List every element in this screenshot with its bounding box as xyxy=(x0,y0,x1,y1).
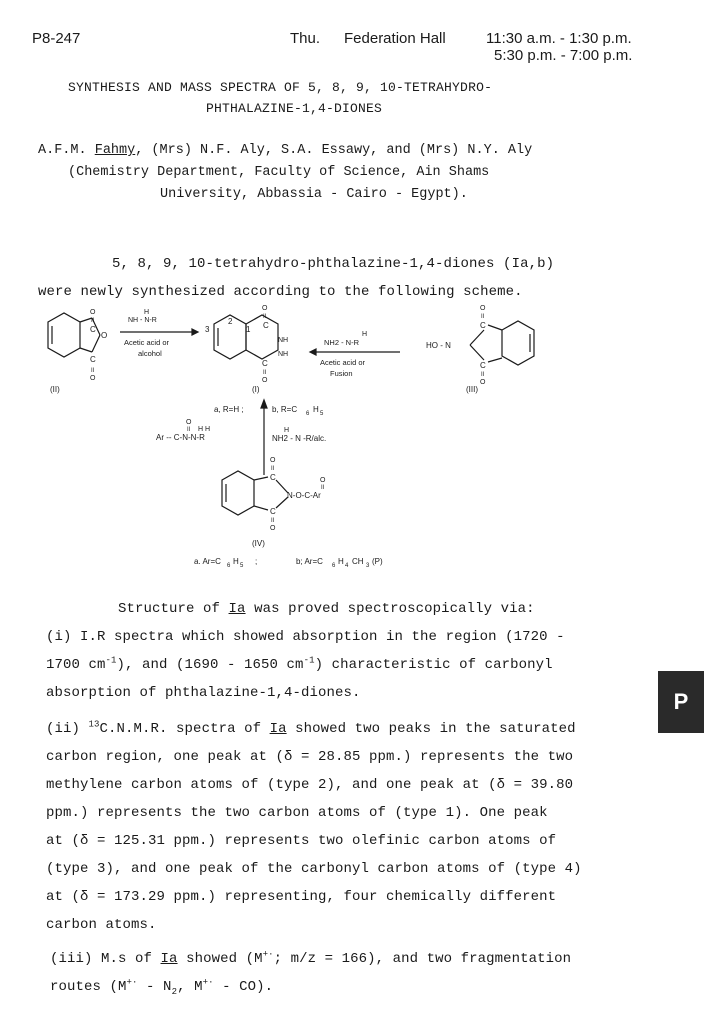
condition-acetic-acid: Acetic acid or xyxy=(124,338,170,347)
compound-ii xyxy=(48,309,107,394)
subscript: 6 xyxy=(332,563,336,569)
compound-iii xyxy=(426,305,534,394)
oxygen-label: O xyxy=(262,305,268,312)
hydrogen-labels: H H xyxy=(198,426,211,433)
paper-title-line-2: PHTHALAZINE-1,4-DIONES xyxy=(206,101,383,116)
affiliation-line-2: University, Abbassia - Cairo - Egypt). xyxy=(160,187,468,202)
affiliation-line-1: (Chemistry Department, Faculty of Science, Ain Shams xyxy=(68,165,490,180)
carbon-label: C xyxy=(480,321,486,330)
carbon-label: C xyxy=(90,325,96,334)
nmr-line-3: methylene carbon atoms of (type 2), and one peak at (δ = 39.80 xyxy=(46,777,574,793)
compound-i-label: (I) xyxy=(252,385,260,394)
nmr-line-1: (ii) $^{13}$C.N.M.R. spectra of Ia showed two peaks in the saturated xyxy=(46,719,576,737)
reagent-h: H xyxy=(362,331,368,338)
side-reagent: NH2 - N -R/alc. xyxy=(272,434,327,443)
double-bond: II xyxy=(263,370,267,376)
paper-title-line-1: SYNTHESIS AND MASS SPECTRA OF 5, 8, 9, 10-TETRAHYDRO- xyxy=(68,80,493,95)
nmr-line-8: carbon atoms. xyxy=(46,917,157,933)
oxygen-label: O xyxy=(480,379,486,386)
substituent-b-h: H xyxy=(313,405,319,414)
nh-label: NH xyxy=(278,351,289,358)
double-bond: II xyxy=(481,372,485,378)
nmr-line-4: ppm.) represents the two carbon atoms of (type 1). One peak xyxy=(46,805,548,821)
session-day: Thu. xyxy=(290,30,321,47)
condition-acetic-acid: Acetic acid or xyxy=(320,358,366,367)
carbon-label: C xyxy=(480,361,486,370)
ir-line-1: (i) I.R spectra which showed absorption in the region (1720 - xyxy=(46,629,565,645)
substituents-i xyxy=(214,405,324,417)
compound-ii-label: (II) xyxy=(50,385,60,394)
subscript: 5 xyxy=(320,411,324,417)
carbon-label: C xyxy=(263,321,269,330)
compound-iv-label: (IV) xyxy=(252,539,265,548)
ir-line-3: absorption of phthalazine-1,4-diones. xyxy=(46,685,361,701)
atom-number-1: 1 xyxy=(246,325,251,334)
ar-substituent-b-para: (P) xyxy=(372,557,383,566)
oxygen-label: O xyxy=(90,375,96,382)
condition-fusion: Fusion xyxy=(330,369,353,378)
compound-ia-ref: Ia xyxy=(228,601,246,617)
atom-number-3: 3 xyxy=(205,325,210,334)
intro-line-2: were newly synthesized according to the following scheme. xyxy=(38,284,523,300)
compound-iii-label: (III) xyxy=(466,385,478,394)
carbon-label: C xyxy=(270,473,276,482)
double-bond: II xyxy=(91,368,95,374)
double-bond: II xyxy=(187,427,191,433)
double-bond: II xyxy=(91,318,95,324)
oxygen-label: O xyxy=(262,377,268,384)
atom-number-2: 2 xyxy=(228,317,233,326)
reagent-hydrazine: NH2 - N-R xyxy=(324,338,359,347)
ir-line-2: 1700 $cm^{-1}$), and (1690 - 1650 $cm^{-1}$) characteristic of carbonyl xyxy=(46,655,553,673)
hydrazide-reagent xyxy=(156,419,326,443)
author-initials: A.F.M. xyxy=(38,143,87,158)
compound-iv xyxy=(222,457,326,548)
double-bond: II xyxy=(271,518,275,524)
carbon-label: C xyxy=(262,359,268,368)
oxygen-label: O xyxy=(320,477,326,484)
reagent-h: H xyxy=(144,309,150,316)
oxygen-label: O xyxy=(480,305,486,312)
double-bond: II xyxy=(263,314,267,320)
arrow-right-reaction xyxy=(310,331,400,378)
nmr-line-6: (type 3), and one peak of the carbonyl carbon atoms of (type 4) xyxy=(46,861,582,877)
reaction-scheme xyxy=(0,300,704,580)
double-bond: II xyxy=(481,314,485,320)
arrow-vertical-head xyxy=(261,400,267,408)
double-bond: II xyxy=(321,485,325,491)
subscript: 6 xyxy=(227,563,231,569)
arrow-left-reaction xyxy=(120,309,198,358)
abstract-code: P8-247 xyxy=(32,30,81,47)
co-authors: , (Mrs) N.F. Aly, S.A. Essawy, and (Mrs) N.Y. Aly xyxy=(135,143,533,158)
double-bond: II xyxy=(271,466,275,472)
ms-line-1: (iii) M.s of Ia showed (M+·; m/z = 166), and two fragmentation xyxy=(50,949,572,967)
ar-substituent-b: b; Ar=C xyxy=(296,557,323,566)
nmr-line-5: at (δ = 125.31 ppm.) represents two olefinic carbon atoms of xyxy=(46,833,557,849)
compound-i xyxy=(205,305,288,394)
n-o-c-ar-label: N-O-C-Ar xyxy=(287,491,321,500)
subscript: 6 xyxy=(306,411,310,417)
carbon-label: C xyxy=(90,355,96,364)
nmr-line-2: carbon region, one peak at (δ = 28.85 ppm.) represents the two xyxy=(46,749,574,765)
session-venue: Federation Hall xyxy=(344,30,446,47)
ar-substituent-a: a. Ar=C xyxy=(194,557,221,566)
oxygen-label: O xyxy=(270,457,276,464)
reagent-hydrazine: NH - N-R xyxy=(128,317,157,324)
condition-alcohol: alcohol xyxy=(138,349,162,358)
subscript: 3 xyxy=(366,563,370,569)
oxygen-label: O xyxy=(90,309,96,316)
nmr-line-7: at (δ = 173.29 ppm.) representing, four chemically different xyxy=(46,889,557,905)
substituent-b: b, R=C xyxy=(272,405,298,414)
section-tab: P xyxy=(658,671,704,733)
oxygen-label: O xyxy=(186,419,192,426)
ring-oxygen-label: O xyxy=(101,331,108,340)
reagent-h: H xyxy=(284,427,290,434)
session-time-1: 11:30 a.m. - 1:30 p.m. xyxy=(486,30,632,47)
carbon-label: C xyxy=(270,507,276,516)
hydrazide-formula: Ar -- C-N-N-R xyxy=(156,433,205,442)
ar-substituent-b-ch: CH xyxy=(352,557,364,566)
session-time-2: 5:30 p.m. - 7:00 p.m. xyxy=(494,47,633,64)
intro-line-1: 5, 8, 9, 10-tetrahydro-phthalazine-1,4-diones (Ia,b) xyxy=(112,256,555,272)
ar-substituent-a-h: H xyxy=(233,557,239,566)
ms-line-2: routes ($M^{+\cdot} - N_2$, M+· - CO). xyxy=(50,977,274,997)
ho-n-label: HO - N xyxy=(426,341,451,350)
subscript: 5 xyxy=(240,563,244,569)
presenting-author: Fahmy xyxy=(94,143,136,158)
substituents-iv xyxy=(194,557,383,569)
nh-label: NH xyxy=(278,337,289,344)
oxygen-label: O xyxy=(270,525,276,532)
subscript: 4 xyxy=(345,563,349,569)
structure-heading: Structure of Ia was proved spectroscopically via: xyxy=(118,601,535,617)
separator: ; xyxy=(255,557,258,566)
ar-substituent-b-h: H xyxy=(338,557,344,566)
substituent-a: a, R=H ; xyxy=(214,405,244,414)
authors xyxy=(38,143,532,158)
